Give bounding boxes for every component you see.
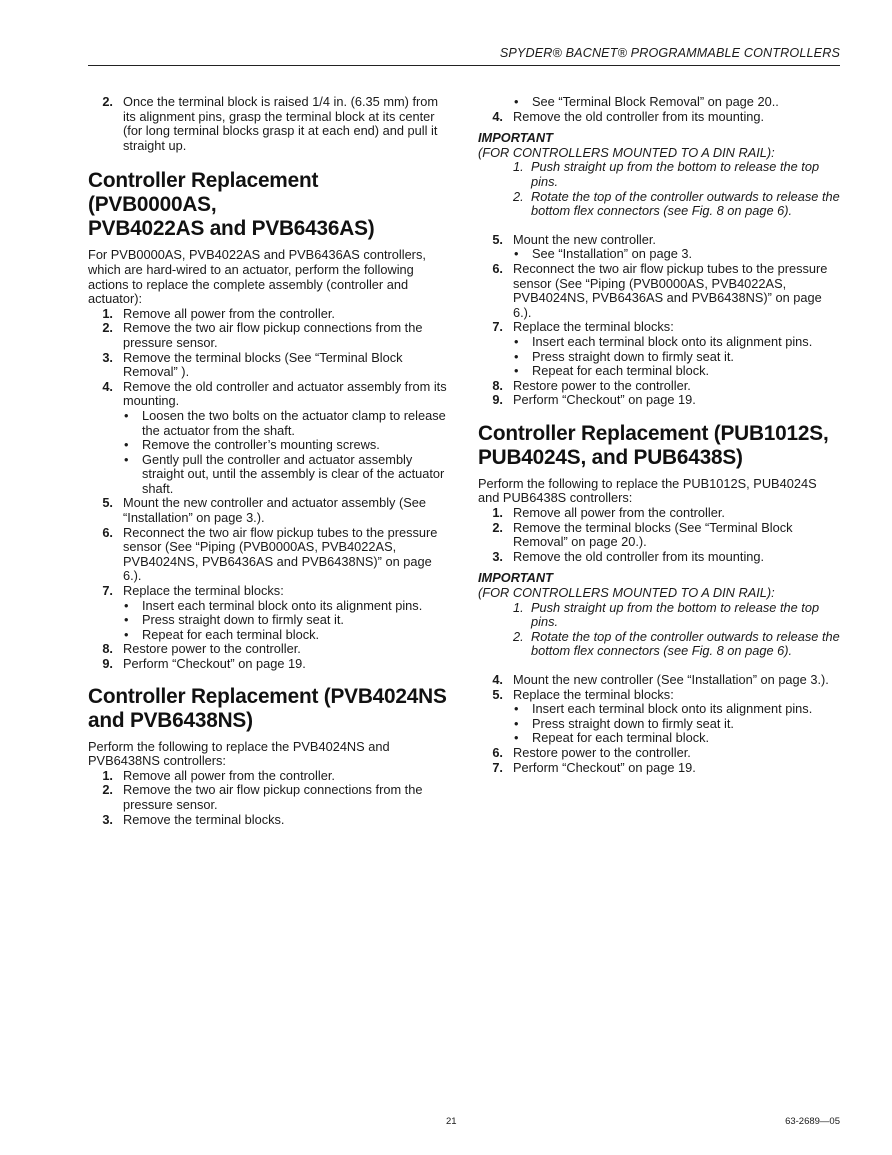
important-title: IMPORTANT <box>478 130 553 146</box>
list-item <box>88 642 450 657</box>
step-number: 5. <box>492 686 503 702</box>
list-item <box>88 657 450 672</box>
step-number: 3. <box>102 349 113 365</box>
bullet-item <box>478 350 840 365</box>
step-number: 3. <box>102 811 113 827</box>
important-number: 2. <box>513 628 524 644</box>
heading-line: PVB4022AS and PVB6436AS) <box>88 217 375 241</box>
bullet-text: Repeat for each terminal block. <box>532 730 710 746</box>
step-text: Remove the terminal blocks (See “Terminal Block Removal” on page 20.). <box>513 519 793 550</box>
list-item <box>478 262 840 320</box>
step-number: 5. <box>102 495 113 511</box>
important-subtitle: (FOR CONTROLLERS MOUNTED TO A DIN RAIL): <box>478 144 775 160</box>
bullet-item <box>88 613 450 628</box>
list-item <box>478 746 840 761</box>
step-number: 5. <box>492 231 503 247</box>
list-item <box>88 496 450 525</box>
step-text: Remove all power from the controller. <box>513 505 725 521</box>
section-intro: Perform the following to replace the PVB4024NS and PVB6438NS controllers: <box>88 738 390 769</box>
step-number: 6. <box>492 260 503 276</box>
step-number: 4. <box>492 108 503 124</box>
heading-line: Controller Replacement (PVB4024NS <box>88 684 447 708</box>
step-text: Remove the two air flow pickup connections from the pressure sensor. <box>123 782 423 812</box>
step-number: 6. <box>492 744 503 760</box>
step-text: Mount the new controller. <box>513 231 656 247</box>
step-text: Remove the old controller from its mounting. <box>513 548 765 564</box>
list-item <box>478 110 840 125</box>
step-text: Remove the terminal blocks. <box>123 811 285 827</box>
heading-line: PUB4024S, and PUB6438S) <box>478 445 743 469</box>
section-heading-pvb0000as <box>88 169 450 241</box>
list-item <box>478 688 840 703</box>
list-item <box>478 761 840 776</box>
bullet-item <box>88 599 450 614</box>
list-item <box>478 233 840 248</box>
bullet-text: See “Terminal Block Removal” on page 20.. <box>532 94 779 109</box>
important-number: 1. <box>513 159 524 175</box>
important-item <box>478 630 840 659</box>
bullet-item <box>88 438 450 453</box>
bullet-text: Insert each terminal block onto its alignment pins. <box>532 333 813 349</box>
bullet-dot: • <box>124 612 129 628</box>
list-item <box>88 307 450 322</box>
step-number: 2. <box>102 782 113 798</box>
important-item <box>478 190 840 219</box>
step-number: 7. <box>102 583 113 599</box>
bullet-dot: • <box>514 94 519 109</box>
bullet-item <box>478 247 840 262</box>
important-text: Push straight up from the bottom to release the top pins. <box>531 599 820 630</box>
important-number: 2. <box>513 188 524 204</box>
bullet-dot: • <box>514 333 519 349</box>
step-text: Remove the two air flow pickup connections from the pressure sensor. <box>123 320 423 350</box>
header-title: SPYDER® BACNET® PROGRAMMABLE CONTROLLERS <box>499 46 840 60</box>
important-text: Rotate the top of the controller outwards to release the bottom flex connectors (see Fig. 8 on page 6). <box>531 188 840 219</box>
bullet-text: Press straight down to firmly seat it. <box>532 715 734 731</box>
list-item <box>88 783 450 812</box>
list-item <box>478 673 840 688</box>
step-number: 7. <box>492 759 503 775</box>
bullet-dot: • <box>124 407 129 423</box>
bullet-dot: • <box>124 597 129 613</box>
step-number: 4. <box>102 378 113 394</box>
bullet-text: Remove the controller’s mounting screws. <box>142 437 380 453</box>
important-title: IMPORTANT <box>478 570 553 586</box>
bullet-dot: • <box>514 715 519 731</box>
step-number: 8. <box>492 377 503 393</box>
section-heading-pub1012s <box>478 422 840 470</box>
step-number: 6. <box>102 524 113 540</box>
step-text: Restore power to the controller. <box>513 744 691 760</box>
bullet-dot: • <box>514 348 519 364</box>
list-item <box>88 351 450 380</box>
step-number: 1. <box>102 767 113 783</box>
bullet-text: Press straight down to firmly seat it. <box>532 348 734 364</box>
list-item <box>478 379 840 394</box>
bullet-text: Insert each terminal block onto its alignment pins. <box>532 701 813 717</box>
bullet-item <box>88 628 450 643</box>
bullet-item <box>478 364 840 379</box>
bullet-dot: • <box>514 246 519 262</box>
step-number: 2. <box>102 320 113 336</box>
step-text: Remove the terminal blocks (See “Terminal Block Removal” ). <box>123 349 403 380</box>
heading-line: Controller Replacement (PVB0000AS, <box>88 169 319 217</box>
list-item <box>478 506 840 521</box>
heading-line: Controller Replacement (PUB1012S, <box>478 421 829 445</box>
step-number: 2. <box>492 519 503 535</box>
bullet-text: Press straight down to firmly seat it. <box>142 612 344 628</box>
list-item <box>88 321 450 350</box>
step-text: Remove the old controller from its mounting. <box>513 108 765 124</box>
bullet-item <box>478 717 840 732</box>
right-column <box>478 95 840 775</box>
list-item <box>478 521 840 550</box>
heading-line: and PVB6438NS) <box>88 708 253 732</box>
bullet-item <box>478 335 840 350</box>
bullet-dot: • <box>514 363 519 379</box>
bullet-dot: • <box>124 451 129 467</box>
document-number: 63-2689—05 <box>785 1116 840 1127</box>
important-text: Rotate the top of the controller outwards to release the bottom flex connectors (see Fig. 8 on page 6). <box>531 628 840 659</box>
step-number: 8. <box>102 641 113 657</box>
step-text: Restore power to the controller. <box>513 377 691 393</box>
step-text: Remove the old controller and actuator assembly from its mounting. <box>123 378 447 409</box>
important-item <box>478 160 840 189</box>
step-number: 9. <box>102 656 113 671</box>
step-text: Remove all power from the controller. <box>123 767 335 783</box>
list-item <box>88 584 450 599</box>
step-text: Mount the new controller and actuator assembly (See “Installation” on page 3.). <box>123 495 427 526</box>
list-item <box>88 526 450 584</box>
step-text: Perform “Checkout” on page 19. <box>123 656 306 671</box>
bullet-item <box>478 731 840 746</box>
list-item <box>88 813 450 828</box>
bullet-item <box>88 453 450 497</box>
list-item <box>88 380 450 409</box>
list-item <box>478 550 840 565</box>
step-text: Reconnect the two air flow pickup tubes to the pressure sensor (See “Piping (PVB0000AS, PVB4022AS, PVB4024NS, PVB6436AS and PVB6438NS)” on page 6.). <box>513 260 828 320</box>
bullet-text: Gently pull the controller and actuator assembly straight out, until the assembly is clear of the actuator shaft. <box>142 451 445 496</box>
list-item <box>478 393 840 408</box>
important-item <box>478 601 840 630</box>
page-number: 21 <box>446 1116 457 1127</box>
section-intro: Perform the following to replace the PUB1012S, PUB4024S and PUB6438S controllers: <box>478 475 817 506</box>
step-number: 9. <box>492 392 503 408</box>
important-text: Push straight up from the bottom to release the top pins. <box>531 159 820 189</box>
page-header <box>88 44 840 66</box>
important-number: 1. <box>513 599 524 615</box>
bullet-dot: • <box>124 626 129 642</box>
step-number: 1. <box>102 305 113 321</box>
bullet-item <box>478 702 840 717</box>
important-subtitle: (FOR CONTROLLERS MOUNTED TO A DIN RAIL): <box>478 585 775 601</box>
step-number: 7. <box>492 319 503 335</box>
list-item <box>88 95 450 153</box>
list-item <box>88 769 450 784</box>
step-number: 4. <box>492 672 503 687</box>
step-text: Mount the new controller (See “Installation” on page 3.). <box>513 672 829 687</box>
bullet-text: Repeat for each terminal block. <box>532 363 710 379</box>
step-text: Replace the terminal blocks: <box>513 686 674 702</box>
bullet-text: Loosen the two bolts on the actuator clamp to release the actuator from the shaft. <box>142 407 446 438</box>
bullet-item <box>478 95 840 110</box>
step-text: Replace the terminal blocks: <box>123 583 284 599</box>
bullet-dot: • <box>514 730 519 746</box>
list-item <box>478 320 840 335</box>
bullet-dot: • <box>124 437 129 453</box>
bullet-item <box>88 409 450 438</box>
section-heading-pvb4024ns <box>88 685 450 733</box>
step-text: Perform “Checkout” on page 19. <box>513 759 696 775</box>
section-intro: For PVB0000AS, PVB4022AS and PVB6436AS controllers, which are hard-wired to an actuator, perform the following actions to replace the complete assembly (controller and actuator): <box>88 247 426 307</box>
step-text: Once the terminal block is raised 1/4 in. (6.35 mm) from its alignment pins, grasp the terminal block at its center (for long terminal blocks grasp it at each end) and pull it straight up. <box>123 94 439 153</box>
bullet-text: Insert each terminal block onto its alignment pins. <box>142 597 423 613</box>
step-number: 3. <box>492 548 503 564</box>
step-text: Remove all power from the controller. <box>123 305 335 321</box>
step-text: Replace the terminal blocks: <box>513 319 674 335</box>
bullet-text: See “Installation” on page 3. <box>532 246 693 262</box>
step-text: Restore power to the controller. <box>123 641 301 657</box>
step-number: 1. <box>492 505 503 521</box>
bullet-dot: • <box>514 701 519 717</box>
step-number: 2. <box>102 94 113 109</box>
step-text: Perform “Checkout” on page 19. <box>513 392 696 408</box>
step-text: Reconnect the two air flow pickup tubes to the pressure sensor (See “Piping (PVB0000AS, PVB4022AS, PVB4024NS, PVB6436AS and PVB6438NS)” on page 6.). <box>123 524 438 584</box>
bullet-text: Repeat for each terminal block. <box>142 626 320 642</box>
left-column <box>88 95 450 827</box>
